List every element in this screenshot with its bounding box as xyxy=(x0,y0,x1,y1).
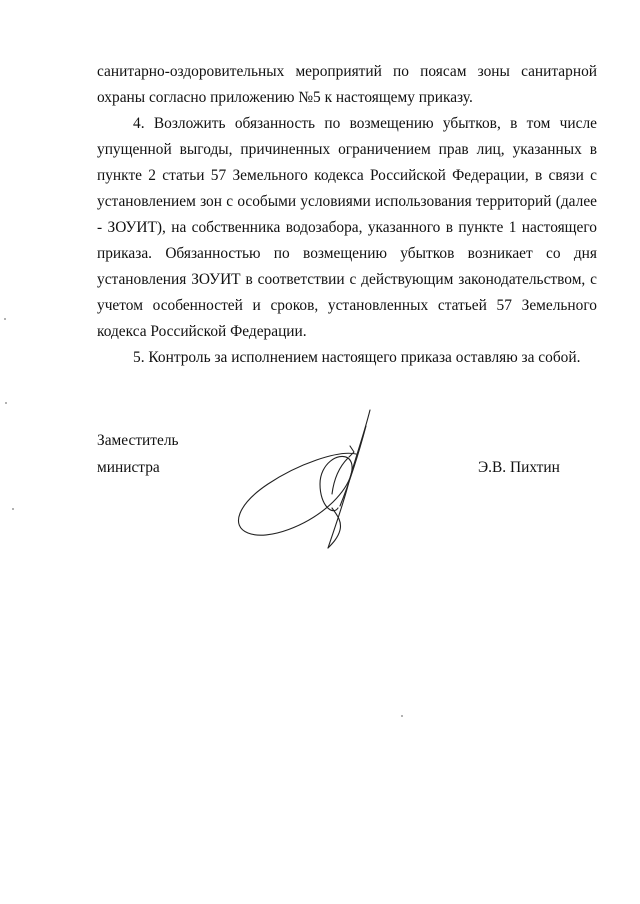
paragraph-4: 4. Возложить обязанность по возмещению убытков, в том числе упущенной выгоды, причиненных ограничением прав лиц, указанных в пункте 2 статьи 57 Земельного кодекса Российской Федерации, в связи с установлением зон с особыми условиями использования территорий (далее - ЗОУИТ), на собственника водозабора, указанного в пункте 1 настоящего приказа. Обязанностью по возмещению убытков возникает со дня установления ЗОУИТ в соответствии с действующим законодательством, с учетом особенностей и сроков, установленных статьей 57 Земельного кодекса Российской Федерации. xyxy=(97,115,597,340)
scan-speck xyxy=(401,715,403,717)
scan-speck xyxy=(4,318,6,320)
signatory-name: Э.В. Пихтин xyxy=(478,459,560,476)
paragraph-5: 5. Контроль за исполнением настоящего приказа оставляю за собой. xyxy=(133,349,581,366)
scan-speck xyxy=(5,402,7,404)
document-body xyxy=(97,59,597,371)
signatory-title-line2: министра xyxy=(97,459,160,476)
paragraph-continuation: санитарно-оздоровительных мероприятий по поясам зоны санитарной охраны согласно приложению №5 к настоящему приказу. xyxy=(97,63,597,106)
signatory-title-line1: Заместитель xyxy=(97,432,179,449)
handwritten-signature xyxy=(228,406,388,556)
scan-speck xyxy=(12,508,14,510)
